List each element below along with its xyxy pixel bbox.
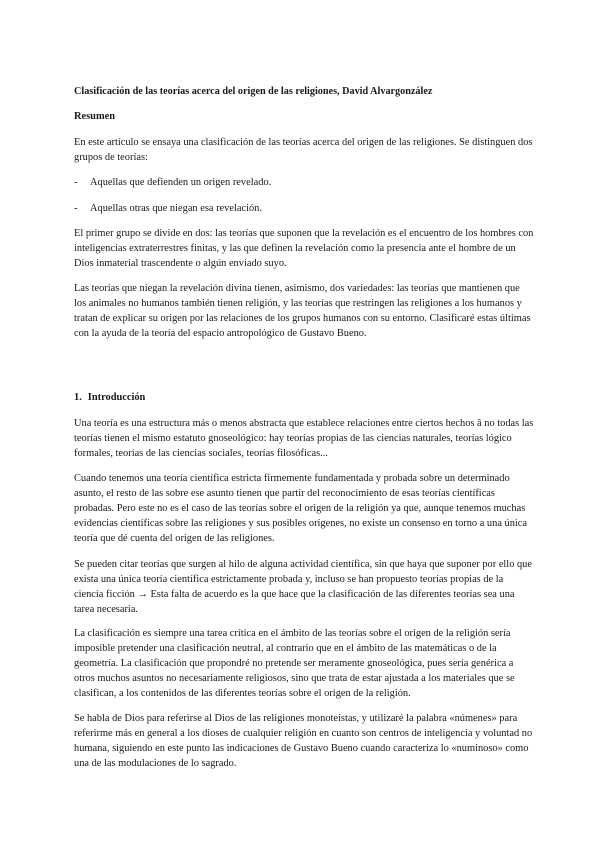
- list-dash: -: [74, 203, 78, 214]
- section-heading: [74, 390, 145, 405]
- abstract-paragraph-3: Las teorías que niegan la revelación divina tienen, asimismo, dos variedades: las teorías que mantienen que los animales no humanos también tienen religión, y las teorías que restringen las religiones a los humanos y tratan de explicar su origen por las relaciones de los grupos humanos con su entorno. Clasificaré estas últimas con la ayuda de la teoría del espacio antropológico de Gustavo Bueno.: [74, 283, 531, 340]
- list-item-text: Aquellas que defienden un origen revelado.: [90, 177, 272, 188]
- abstract-heading: Resumen: [74, 111, 115, 122]
- intro-paragraph-5: Se habla de Dios para referirse al Dios de las religiones monoteístas, y utilizaré la palabra «númenes» para referirme más en general a los dioses de cualquier religión en cuanto son centros de inteligencia y voluntad no humana, siguiendo en este punto las indicaciones de Gustavo Bueno cuando caracteriza lo «numinoso» como una de las modulaciones de lo sagrado.: [74, 713, 533, 770]
- list-item-text: Aquellas otras que niegan esa revelación.: [90, 203, 262, 214]
- section-title: Introducción: [87, 392, 146, 403]
- intro-paragraph-2: Cuando tenemos una teoría científica estricta firmemente fundamentada y probada sobre un determinado asunto, el resto de las sobre ese asunto tienen que partir del reconocimiento de esas teorías científicas probadas. Pero este no es el caso de las teorías sobre el origen de la religión ya que, aunque tenemos muchas evidencias científicas sobre las religiones y sus posibles orígenes, no existe un consenso en torno a una única teoría que dé cuenta del origen de las religiones.: [74, 473, 528, 545]
- abstract-paragraph-2: El primer grupo se divide en dos: las teorías que suponen que la revelación es el encuentro de los hombres con inteligencias extraterrestres finitas, y las que definen la revelación como la presencia ante el hombre de un Dios inmaterial trascendente o algún enviado suyo.: [74, 228, 534, 270]
- intro-paragraph-3: Se pueden citar teorías que surgen al hilo de alguna actividad científica, sin que haya que suponer por ello que exista una única teoría científica estrictamente probada y, incluso se han propuesto teorías propias de la ciencia ficción → Esta falta de acuerdo es la que hace que la clasificación de las diferentes teorías sea una tarea necesaria.: [74, 559, 532, 616]
- section-number: 1.: [74, 392, 82, 403]
- intro-paragraph-1: Una teoría es una estructura más o menos abstracta que establece relaciones entre ciertos hechos â no todas las teorías tienen el mismo estatuto gnoseológico: hay teorías propias de las ciencias naturales, teorías lógico formales, teorías de las ciencias sociales, teorías filosóficas...: [74, 418, 534, 460]
- list-dash: -: [74, 177, 78, 188]
- abstract-paragraph-1: En este artículo se ensaya una clasificación de las teorías acerca del origen de las religiones. Se distinguen dos grupos de teorías:: [74, 137, 533, 164]
- intro-paragraph-4: La clasificación es siempre una tarea crítica en el ámbito de las teorías sobre el origen de la religión sería imposible pretender una clasificación neutral, al contrario que en el ámbito de las matemáticas o de la geometría. La clasificación que propondré no pretende ser meramente gnoseológica, pues sería genérica a otros muchos asuntos no necesariamente religiosos, sino que trata de estar ajustada a los materiales que se clasifican, a los contenidos de las diferentes teorías sobre el origen de la religión.: [74, 628, 515, 700]
- document-title: Clasificación de las teorías acerca del origen de las religiones, David Alvargonzález: [74, 86, 433, 97]
